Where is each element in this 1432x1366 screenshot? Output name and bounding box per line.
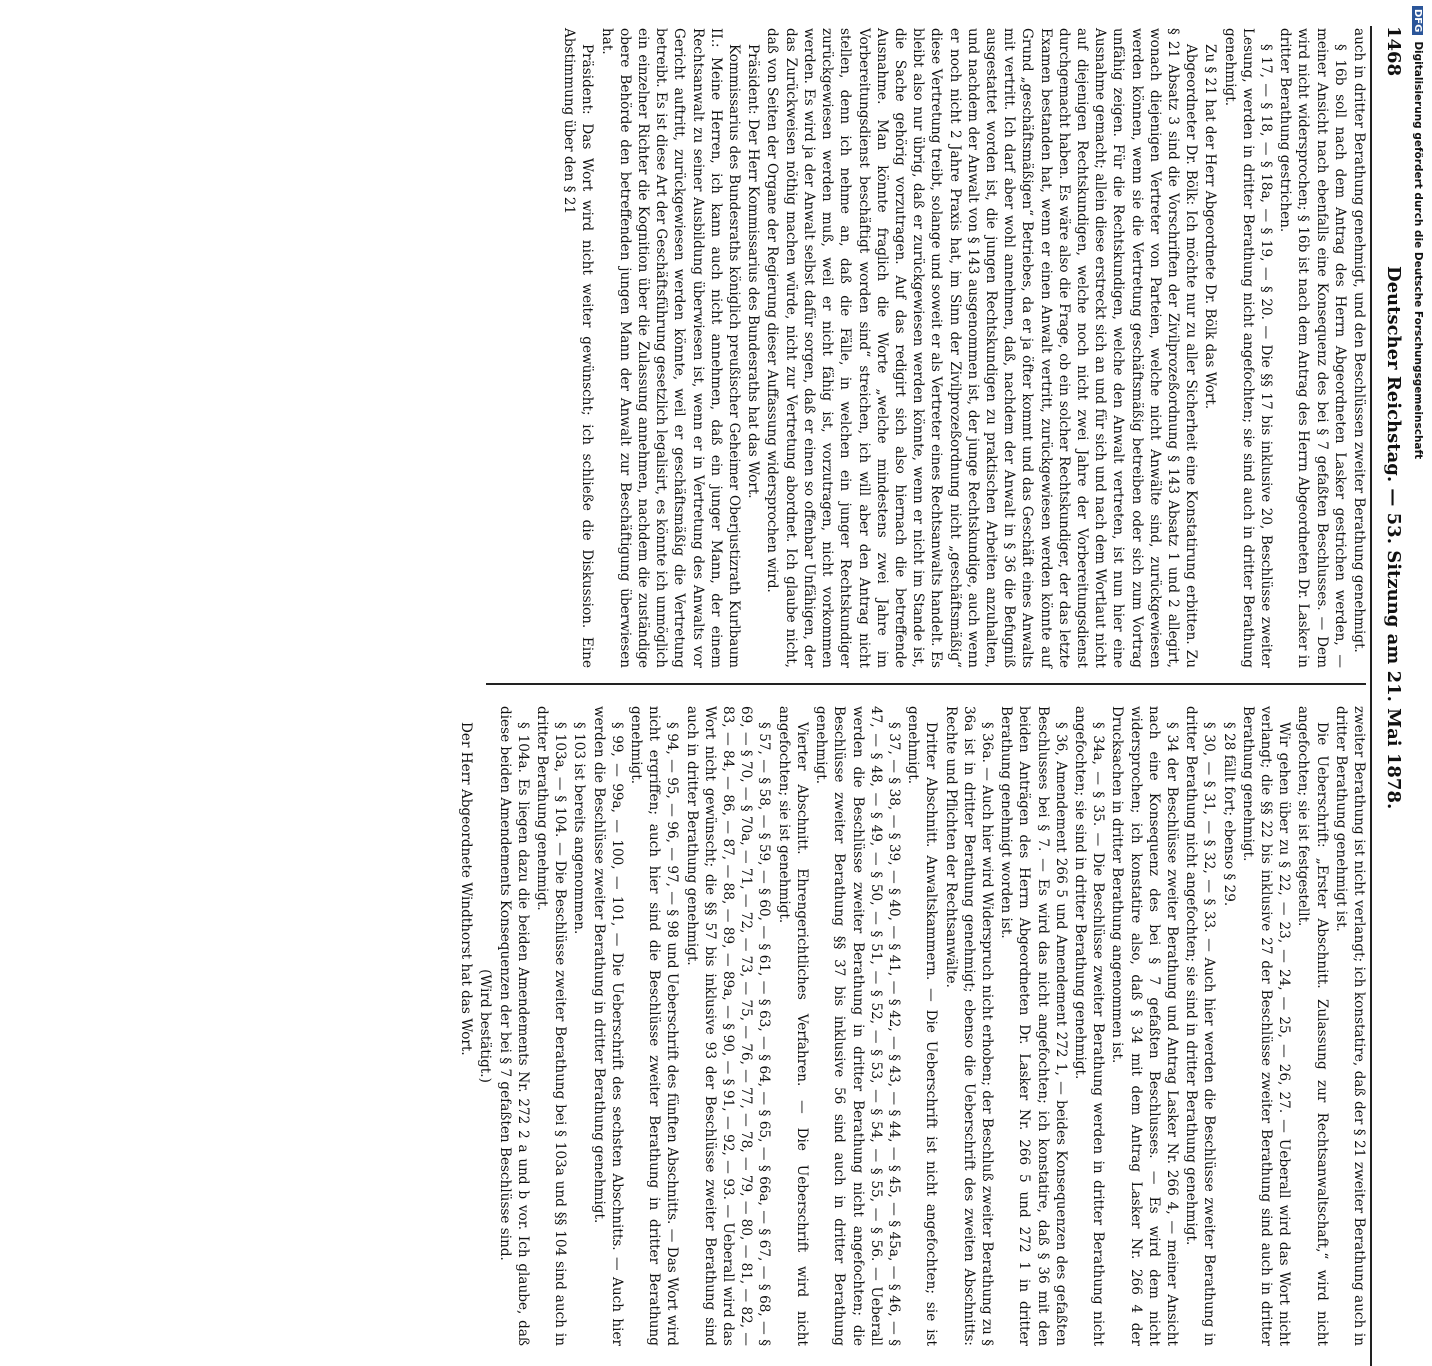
page-number: 1468	[1383, 26, 1404, 77]
paragraph: § 36a. — Auch hier wird Widerspruch nicht erhoben; der Beschluß zweiter Berathung zu § 36a ist in dritter Berathung genehmigt; ebenso die Ueberschrift des zweiten Abschnitts: Rechte und Pflichten der Rechtsanwälte.	[942, 706, 995, 1346]
dfg-logo: DFG	[1412, 6, 1423, 35]
paragraph: § 17, — § 18, — § 18a, — § 19, — § 20. — Die §§ 17 bis inklusive 20, Beschlüsse zweiter Lesung, werden in dritter Berathung nicht angefochten; sie sind auch in dritter Berathung genehmigt.	[1221, 28, 1274, 668]
digitization-credit	[1404, 6, 1424, 986]
column-left	[478, 28, 1368, 668]
header-title: Deutscher Reichstag. — 53. Sitzung am 21. Mai 1878.	[1383, 266, 1404, 810]
paragraph: § 104a. Es liegen dazu die beiden Amendements Nr. 272 2 a und b vor. Ich glaube, daß diese beiden Amendements Konsequenzen der bei § 7 gefaßten Beschlüsse sind.	[496, 706, 531, 1346]
paragraph: zweiter Berathung ist nicht verlangt; ich konstatire, daß der § 21 zweiter Berathung auch in dritter Berathung genehmigt ist.	[1332, 706, 1367, 1346]
speech-paragraph: Abgeordneter Dr. Bölk: Ich möchte nur zu aller Sicherheit eine Konstatirung erbitten. Zu § 21 Absatz 3 sind die Vorschriften der Zivilprozeßordnung § 143 Absatz 1 und 2 allegirt, wonach diejenigen Vertreter von Parteien, welche nicht Anwälte sind, zurückgewiesen werden können, wenn sie die Vertretung geschäftsmäßig betreiben oder sich zum Vortrag unfähig zeigen. Für die Rechtskundigen, welche den Anwalt vertreten, ist nun hier eine Ausnahme gemacht; allein diese erstreckt sich an und für sich und nach dem Wortlaut nicht auf diejenigen Rechtskundigen, welche noch nicht zwei Jahre der Vorbereitungsdienst durchgemacht haben. Es wäre also die Frage, ob ein solcher Rechtskundiger, der das letzte Examen bestanden hat, wenn er einen Anwalt vertritt, zurückgewiesen werden könnte auf Grund „geschäftsmäßigen“ Betriebes, da er ja öfter kommt und das Geschäft eines Anwalts mit vertritt. Ich darf aber wohl annehmen, daß, nachdem der Anwalt in § 36 die Befugniß ausgestattet worden ist, die jungen Rechtskundigen zu praktischen Arbeiten anzuhalten, und nachdem der Anwalt von § 143 ausgenommen ist, der junge Rechtskundige, auch wenn er noch nicht 2 Jahre Praxis hat, im Sinn der Zivilprozeßordnung nicht „geschäftsmäßig“ diese Vertretung treibt, solange und soweit er als Vertreter eines Rechtsanwalts handelt. Es bleibt also nur übrig, daß er zurückgewiesen werden könnte, wenn er nicht im Stande ist, die Sache gehörig vorzutragen. Auf das redigirt sich also hiernach die betreffende Ausnahme. Man könnte fraglich die Worte „welche mindestens zwei Jahre im Vorbereitungsdienst beschäftigt worden sind“ streichen, ich will aber den Antrag nicht stellen, denn ich nehme an, daß die Fälle, in welchen ein junger Rechtskundiger zurückgewiesen werden muß, weil er nicht fähig ist, vorzutragen, nicht vorkommen werden. Es wird ja der Anwalt selbst dafür sorgen, daß er einen so offenbar Unfähigen, der das Zurückweisen nöthig machen würde, nicht zur Vertretung abordnet. Ich glaube nicht, daß von Seiten der Organe der Regierung dieser Auffassung widersprochen wird.	[764, 28, 1200, 668]
paragraph: § 57, — § 58, — § 59, — § 60, — § 61, — § 63, — § 64, — § 65, — § 66a, — § 67, — § 68, — § 69, — § 70, — § 70a, — 71, — 72, — 73, — 75, — 76, — 77, — 78, — 79, — 80, — 81, — 82, — 83, — 84, — 86, — 87, — 88, — 89, — 89a, — § 90, — § 91, — 92, — 93. — Ueberall wird das Wort nicht gewünscht; die §§ 57 bis inklusive 93 der Beschlüsse zweiter Berathung sind auch in dritter Berathung genehmigt.	[683, 706, 773, 1346]
speech-paragraph: Präsident: Der Herr Kommissarius des Bundesraths hat das Wort.	[745, 44, 762, 499]
page-sheet	[32, 0, 1432, 1346]
paragraph: § 94, — 95, — 96, — 97, — § 98 und Ueberschrift des fünften Abschnitts. — Das Wort wird nicht ergriffen; auch hier sind die Beschlüsse zweiter Berathung in dritter Berathung genehmigt.	[628, 706, 681, 1346]
paragraph: Vierter Abschnitt. Ehrengerichtliches Verfahren. — Die Ueberschrift wird nicht angefochten; sie ist genehmigt.	[775, 706, 810, 1346]
speech-paragraph: Kommissarius des Bundesraths königlich preußischer Geheimer Oberjustizrath Kurlbaum II.: Meine Herren, ich kann auch nicht annehmen, daß ein junger Mann, der einem Rechtsanwalt zu seiner Ausbildung überwiesen ist, wenn er in Vertretung des Anwalts vor Gericht auftritt, zurückgewiesen werden könnte, weil er geschäftsmäßig die Vertretung betreibt. Es ist diese Art der Geschäftsführung gesetzlich legalisirt, es könnte ich unmöglich ein einzelner Richter die Kognition über die Zulassung annehmen, nachdem die zuständige obere Behörde den betreffenden jungen Mann der Anwalt zur Beschäftigung überwiesen hat.	[598, 28, 743, 668]
paragraph: § 37, — § 38, — § 39, — § 40, — § 41, — § 42, — § 43, — § 44, — § 45, — § 45a, — § 46, — § 47, — § 48, — § 49, — § 50, — § 51, — § 52, — § 53, — § 54, — § 55, — § 56. — Ueberall werden die Beschlüsse zweiter Berathung in dritter Berathung nicht angefochten; die Beschlüsse zweiter Berathung §§ 37 bis inklusive 56 sind auch in dritter Berathung genehmigt.	[813, 706, 902, 1346]
paragraph: § 36, Amendement 266 5 und Amendement 272 1, — beides Konsequenzen des gefaßten Beschlusses bei § 7. — Es wird das nicht angefochten; ich konstatire, daß § 36 mit den beiden Anträgen des Herrn Abgeordneten Dr. Lasker Nr. 266 5 und 272 1 in dritter Berathung genehmigt worden ist.	[998, 706, 1069, 1346]
paragraph: Zu § 21 hat der Herr Abgeordnete Dr. Bölk das Wort.	[1202, 44, 1219, 410]
paragraph: Dritter Abschnitt. Anwaltskammern. — Die Ueberschrift ist nicht angefochten; sie ist genehmigt.	[905, 706, 940, 1346]
paragraph: § 28 fällt fort; ebenso § 29.	[1220, 722, 1237, 907]
paragraph: auch in dritter Berathung genehmigt, und den Beschlüssen zweiter Berathung genehmigt.	[1351, 28, 1367, 653]
paragraph: § 103a, — § 104. — Die Beschlüsse zweiter Berathung bei § 103a und §§ 104 sind auch in dritter Berathung genehmigt.	[534, 706, 569, 1346]
speech-paragraph: Präsident: Das Wort wird nicht weiter gewünscht; ich schließe die Diskussion. Eine Abstimmung über den § 21	[561, 28, 596, 668]
paragraph: § 16b soll nach dem Antrag des Herrn Abgeordneten Lasker gestrichen werden, — meiner Ansicht nach ebenfalls eine Konsequenz des bei § 7 gefaßten Beschlusses. — Dem wird nicht widersprochen; § 16b ist nach dem Antrag des Herrn Abgeordneten Dr. Lasker in dritter Berathung gestrichen.	[1277, 28, 1348, 668]
interjection: (Wird bestätigt.)	[477, 969, 494, 1083]
column-divider	[486, 683, 1366, 685]
paragraph: § 99, — 99a, — 100, — 101, — Die Ueberschrift des sechsten Abschnitts. — Auch hier werden die Beschlüsse zweiter Berathung in dritter Berathung genehmigt.	[590, 706, 625, 1346]
paragraph: § 34 der Beschlüsse zweiter Berathung und Antrag Lasker Nr. 266 4, — meiner Ansicht nach eine Konsequenz des bei § 7 gefaßten Beschlusses. — Es wird dem nicht widersprochen; ich konstatire also, daß § 34 mit dem Antrag Lasker Nr. 266 4 der Drucksachen in dritter Berathung angenommen ist.	[1109, 706, 1180, 1346]
digitization-credit-text: Digitalisierung gefördert durch die Deutsche Forschungsgemeinschaft	[1412, 41, 1424, 460]
paragraph: § 34a, — § 35. — Die Beschlüsse zweiter Berathung werden in dritter Berathung nicht angefochten; sie sind in dritter Berathung genehmigt.	[1071, 706, 1107, 1346]
paragraph: Wir gehen über zu § 22, — 23, — 24, — 25, — 26, 27. — Ueberall wird das Wort nicht verlangt; die §§ 22 bis inklusive 27 der Beschlüsse zweiter Berathung sind auch in dritter Berathung genehmigt.	[1239, 706, 1293, 1346]
paragraph: § 30, — § 31, — § 32, — § 33. — Auch hier werden die Beschlüsse zweiter Berathung in dritter Berathung nicht angefochten; sie sind in dritter Berathung genehmigt.	[1183, 706, 1218, 1346]
column-right	[458, 706, 1368, 1346]
paragraph: Die Ueberschrift: „Erster Abschnitt. Zulassung zur Rechtsanwaltschaft,“ wird nicht angefochten; sie ist festgestellt.	[1295, 706, 1330, 1346]
paragraph: § 103 ist bereits angenommen.	[571, 722, 588, 935]
paragraph: Der Herr Abgeordnete Windthorst hat das Wort.	[458, 722, 475, 1056]
